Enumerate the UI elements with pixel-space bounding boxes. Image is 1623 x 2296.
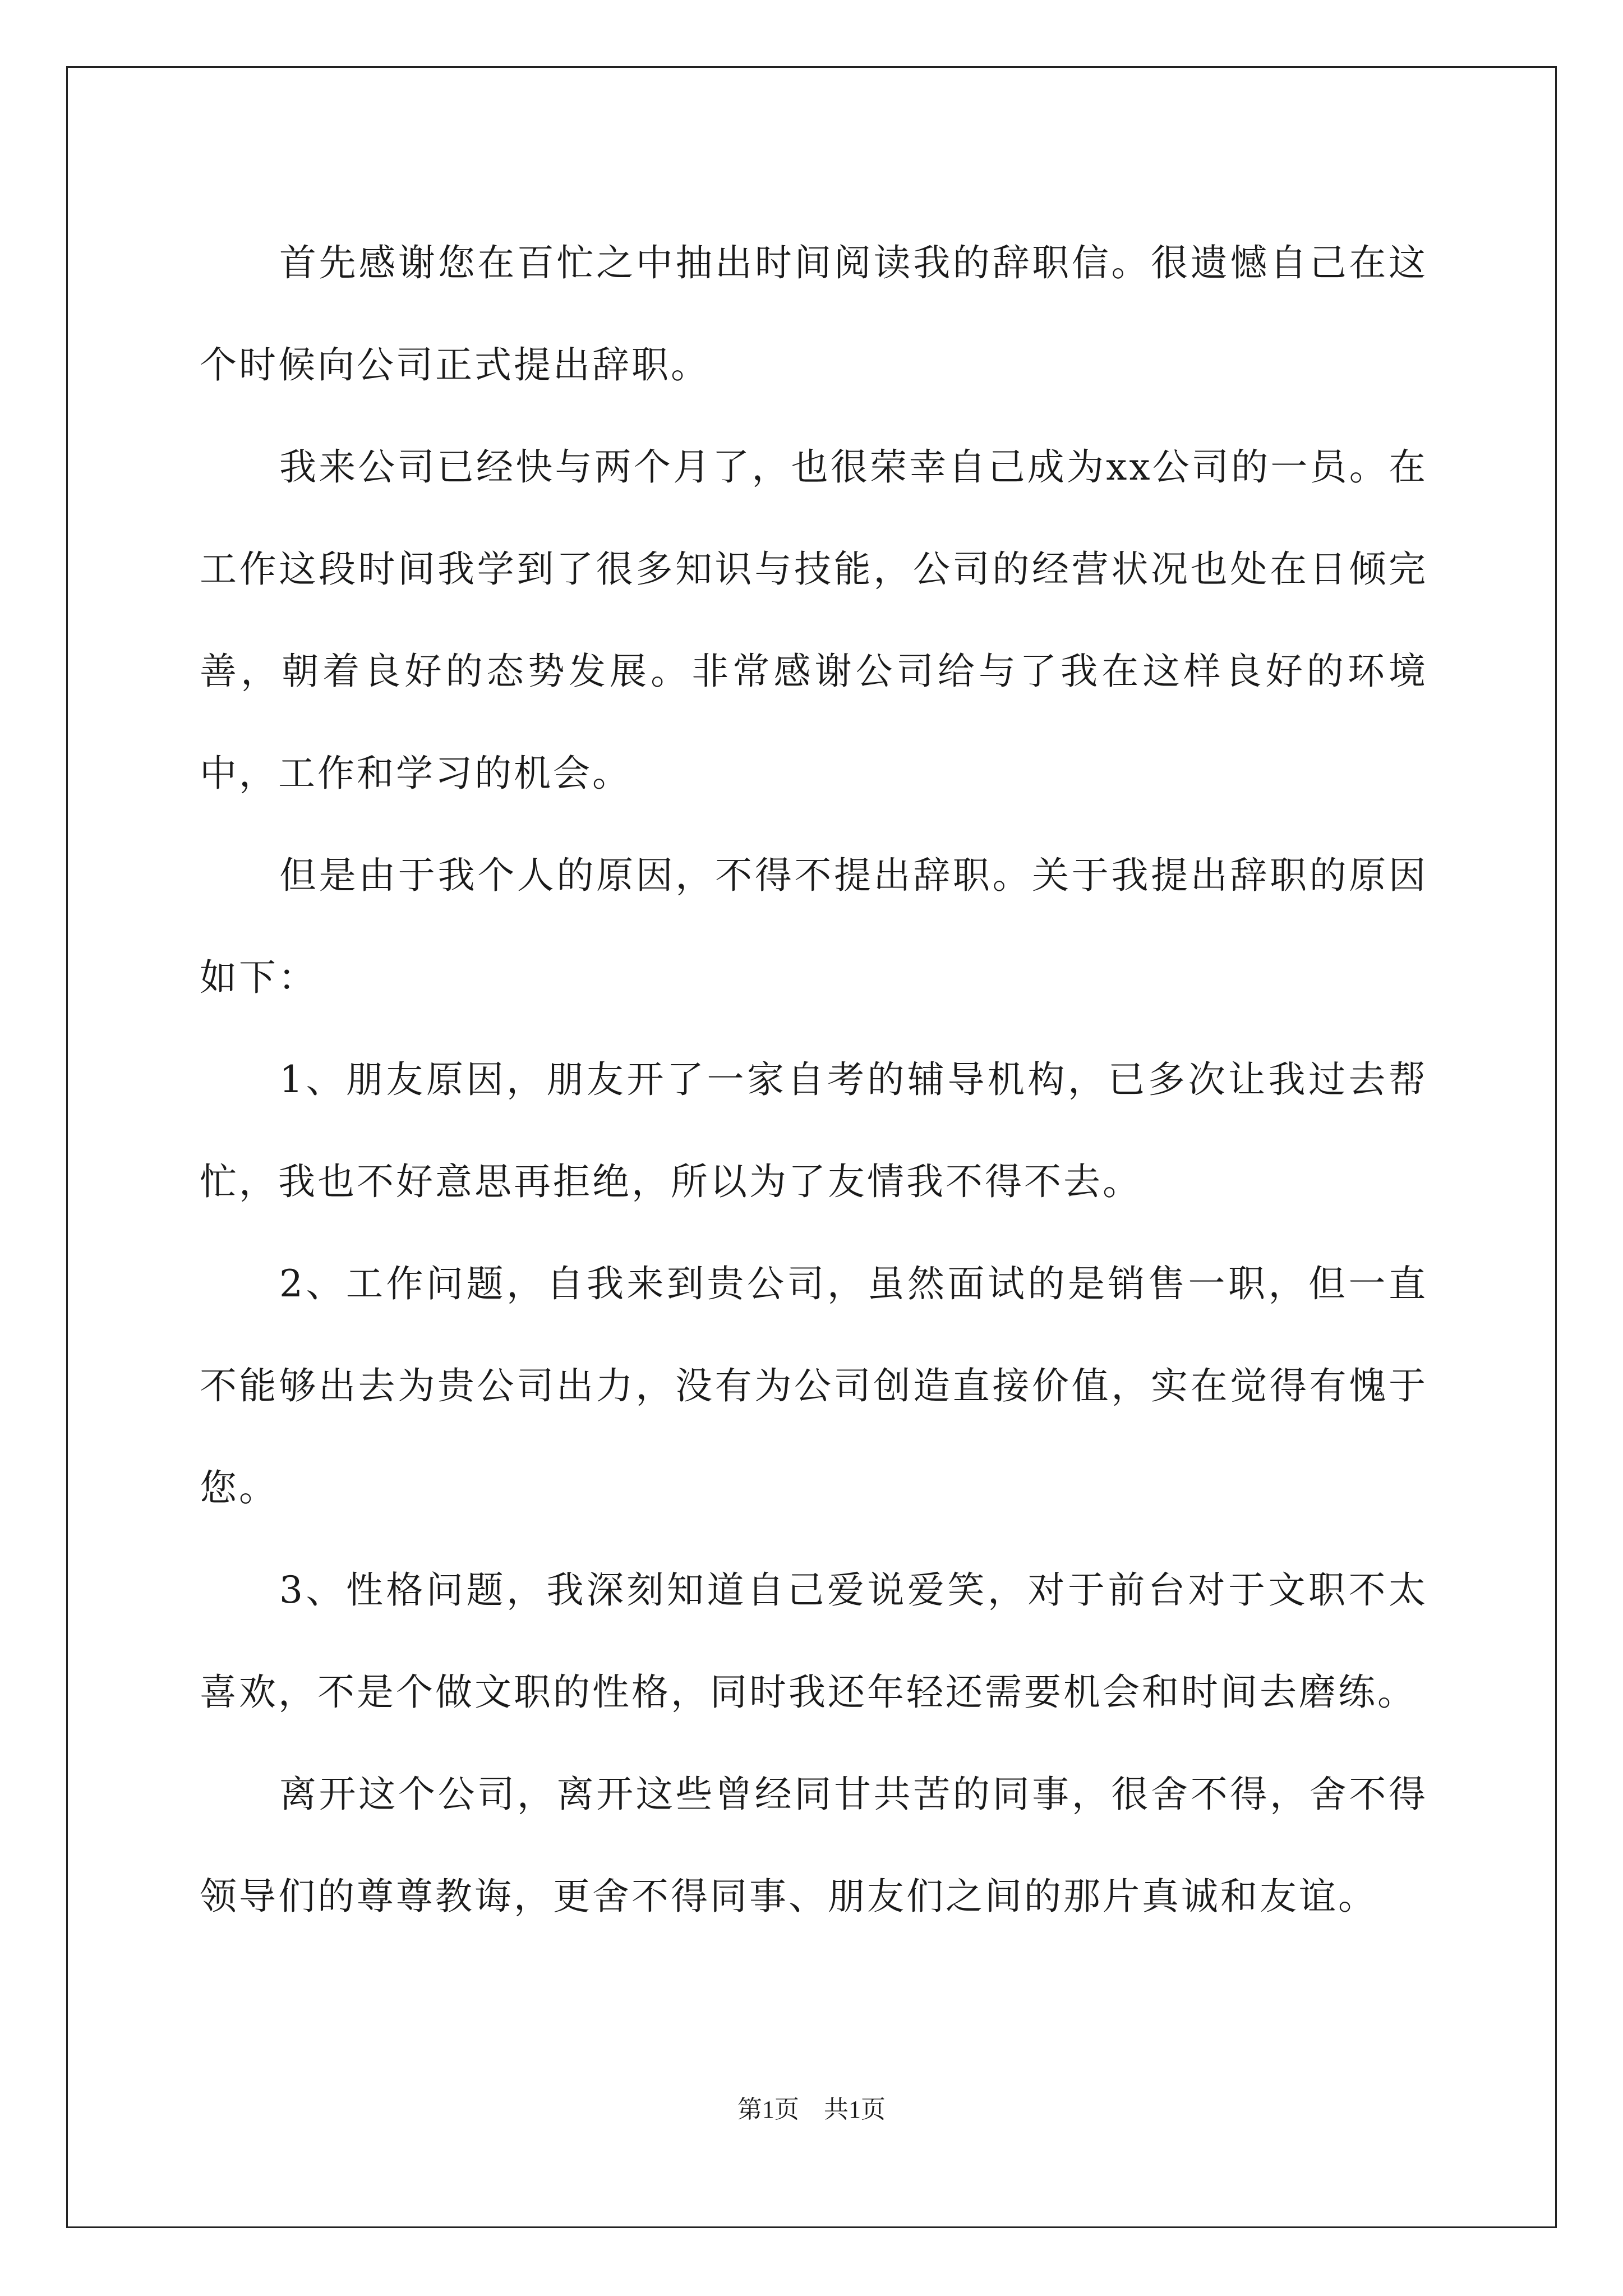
paragraph: 2、工作问题，自我来到贵公司，虽然面试的是销售一职，但一直不能够出去为贵公司出力，没有为公司创造直接价值，实在觉得有愧于您。 <box>200 1262 1428 1510</box>
paragraph: 1、朋友原因，朋友开了一家自考的辅导机构，已多次让我过去帮忙，我也不好意思再拒绝，所以为了友情我不得不去。 <box>200 1058 1428 1203</box>
document-body <box>200 212 1428 1948</box>
paragraph: 但是由于我个人的原因，不得不提出辞职。关于我提出辞职的原因如下： <box>200 854 1428 999</box>
paragraph: 首先感谢您在百忙之中抽出时间阅读我的辞职信。很遗憾自己在这个时候向公司正式提出辞职。 <box>200 241 1428 386</box>
paragraph: 我来公司已经快与两个月了，也很荣幸自己成为xx公司的一员。在工作这段时间我学到了很多知识与技能，公司的经营状况也处在日倾完善，朝着良好的态势发展。非常感谢公司给与了我在这样良好的环境中，工作和学习的机会。 <box>200 445 1428 795</box>
page-number: 第1页 <box>737 2096 799 2123</box>
page-total: 共1页 <box>824 2096 886 2123</box>
page-footer <box>0 2089 1623 2125</box>
paragraph: 3、性格问题，我深刻知道自己爱说爱笑，对于前台对于文职不太喜欢，不是个做文职的性格，同时我还年轻还需要机会和时间去磨练。 <box>200 1568 1428 1714</box>
paragraph: 离开这个公司，离开这些曾经同甘共苦的同事，很舍不得，舍不得领导们的尊尊教诲，更舍不得同事、朋友们之间的那片真诚和友谊。 <box>200 1773 1428 1918</box>
